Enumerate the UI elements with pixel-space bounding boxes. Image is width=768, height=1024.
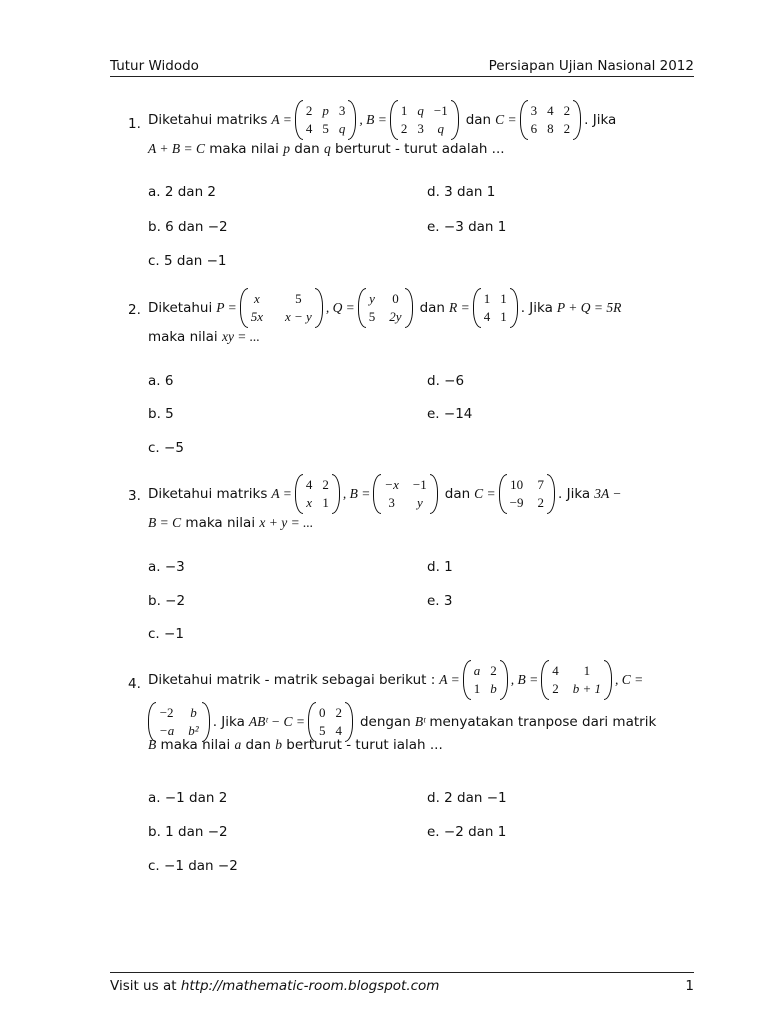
matrix-label-B: , B = — [359, 112, 387, 127]
question-line-2: −2 b −a b² . Jika ABᵗ − C = 0 2 5 4 dengan Bᵗ menyatakan tranpose dari matrik — [148, 702, 696, 742]
matrix-C: −2 b −a b² — [148, 702, 210, 742]
question-line-2: maka nilai xy = ... — [148, 329, 260, 345]
option-a[interactable]: a. −1 dan 2 — [148, 790, 228, 806]
header-rule — [110, 76, 694, 77]
option-b[interactable]: b. −2 — [148, 593, 186, 609]
page-header — [110, 58, 694, 74]
matrix-label-Q: , Q = — [325, 300, 355, 315]
matrix-A: a 2 1 b — [463, 660, 508, 700]
option-e[interactable]: e. −3 dan 1 — [427, 219, 507, 235]
matrix-A: 2 p 3 4 5 q — [295, 100, 357, 140]
option-a[interactable]: a. −3 — [148, 559, 185, 575]
header-author: Tutur Widodo — [110, 58, 199, 74]
question-tail: . Jika — [584, 112, 617, 128]
question-tail: . Jika — [520, 300, 553, 316]
option-b[interactable]: b. 5 — [148, 406, 174, 422]
matrix-C: 3 4 2 6 8 2 — [520, 100, 582, 140]
question-text: Diketahui matriks — [148, 486, 268, 502]
question-line-3: B maka nilai a dan b berturut - turut ialah ... — [148, 737, 443, 753]
matrix-label-C: , C = — [615, 672, 644, 687]
matrix-label-B: , B = — [342, 486, 371, 501]
matrix-label-A: A = — [439, 672, 460, 687]
matrix-label-C: C = — [474, 486, 496, 501]
question-equation: P + Q = 5R — [556, 300, 622, 315]
question-4 — [128, 660, 696, 754]
option-e[interactable]: e. −14 — [427, 406, 473, 422]
question-3 — [128, 474, 696, 532]
question-text: Diketahui matrik - matrik sebagai berikut : — [148, 672, 436, 688]
matrix-A: 4 2 x 1 — [295, 474, 340, 514]
option-d[interactable]: d. 1 — [427, 559, 453, 575]
question-line-2: B = C maka nilai x + y = ... — [148, 515, 314, 531]
option-e[interactable]: e. −2 dan 1 — [427, 824, 507, 840]
matrix-B: 1 q −1 2 3 q — [390, 100, 459, 140]
matrix-B: 4 1 2 b + 1 — [541, 660, 612, 700]
option-d[interactable]: d. 3 dan 1 — [427, 184, 496, 200]
question-number: 2. — [128, 302, 141, 318]
matrix-label-R: R = — [448, 300, 470, 315]
header-title: Persiapan Ujian Nasional 2012 — [488, 58, 694, 74]
page-footer — [110, 978, 694, 994]
matrix-P: x 5 5x x − y — [240, 288, 323, 328]
option-d[interactable]: d. 2 dan −1 — [427, 790, 507, 806]
word-dan: dan — [419, 300, 445, 316]
matrix-B: −x −1 3 y — [373, 474, 437, 514]
question-equation: 3A − — [594, 486, 622, 501]
matrix-label-P: P = — [216, 300, 237, 315]
matrix-Q: y 0 5 2y — [358, 288, 413, 328]
option-c[interactable]: c. −1 — [148, 626, 184, 642]
option-e[interactable]: e. 3 — [427, 593, 453, 609]
option-a[interactable]: a. 6 — [148, 373, 174, 389]
option-c[interactable]: c. 5 dan −1 — [148, 253, 227, 269]
matrix-label-A: A = — [271, 112, 292, 127]
question-number: 4. — [128, 676, 141, 692]
question-text: Diketahui — [148, 300, 213, 316]
matrix-C: 10 7 −9 2 — [499, 474, 555, 514]
option-b[interactable]: b. 6 dan −2 — [148, 219, 228, 235]
matrix-D: 0 2 5 4 — [308, 702, 353, 742]
question-text: Diketahui matriks — [148, 112, 268, 128]
footer-rule — [110, 972, 694, 973]
question-line-2: A + B = C maka nilai p dan q berturut - turut adalah ... — [148, 141, 505, 157]
matrix-label-B: , B = — [510, 672, 539, 687]
option-a[interactable]: a. 2 dan 2 — [148, 184, 217, 200]
word-dan: dan — [465, 112, 492, 128]
question-1 — [128, 100, 696, 158]
option-d[interactable]: d. −6 — [427, 373, 465, 389]
option-b[interactable]: b. 1 dan −2 — [148, 824, 228, 840]
option-c[interactable]: c. −1 dan −2 — [148, 858, 238, 874]
matrix-label-A: A = — [271, 486, 292, 501]
matrix-label-C: C = — [495, 112, 517, 127]
word-dan: dan — [444, 486, 471, 502]
footer-link[interactable]: Visit us at http://mathematic-room.blogspot.com — [110, 978, 440, 994]
footer-url[interactable]: http://mathematic-room.blogspot.com — [180, 978, 440, 994]
question-number: 3. — [128, 488, 141, 504]
question-number: 1. — [128, 116, 141, 132]
page-number: 1 — [685, 978, 694, 994]
option-c[interactable]: c. −5 — [148, 440, 184, 456]
question-tail: . Jika — [558, 486, 591, 502]
matrix-R: 1 1 4 1 — [473, 288, 518, 328]
question-2 — [128, 288, 696, 346]
